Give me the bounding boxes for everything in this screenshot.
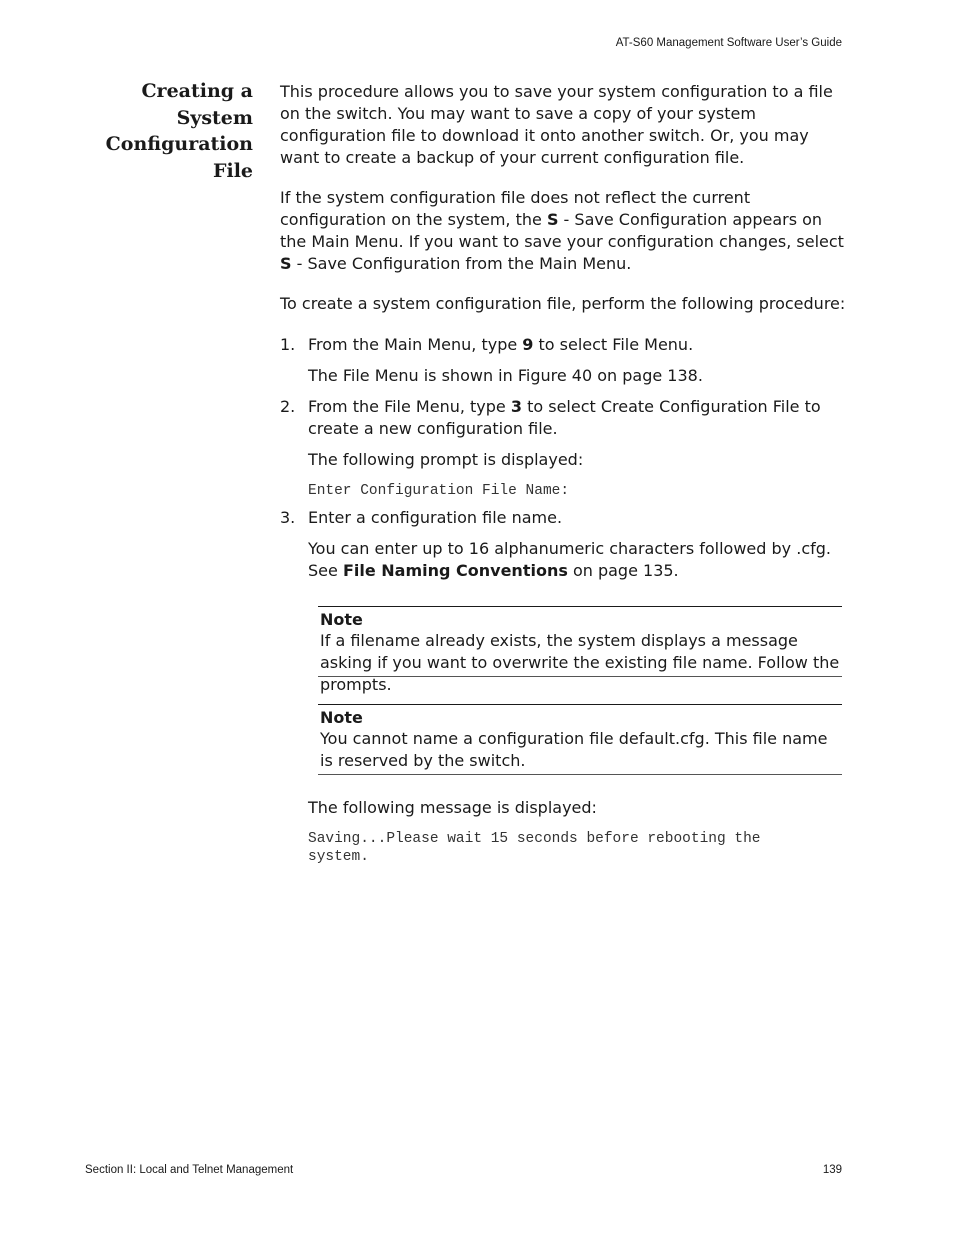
step-key: 3 (510, 397, 522, 416)
p2-text-d: - Save Configuration from the Main Menu. (291, 254, 632, 273)
note-body: You cannot name a configuration file default.cfg. This file name is reserved by the switch. (320, 729, 828, 770)
step-key: 9 (522, 335, 534, 354)
section-title (60, 78, 253, 184)
note-label: Note (320, 708, 363, 727)
step-text-pre: From the File Menu, type (308, 397, 511, 416)
step-instruction: Enter a configuration file name. (308, 508, 563, 527)
section-title-line: System (176, 106, 253, 129)
detail-text-post: on page 135. (567, 561, 679, 580)
step-result: The following prompt is displayed: (308, 450, 584, 469)
running-header: AT-S60 Management Software User’s Guide (615, 37, 842, 49)
footer-section: Section II: Local and Telnet Management (85, 1164, 294, 1176)
intro-paragraph-save-config (280, 187, 846, 275)
p2-text-a: If the system configuration file does not reflect the current configuration on the system, the (280, 188, 751, 229)
step-instruction (308, 396, 846, 440)
step-text-pre: From the Main Menu, type (308, 335, 523, 354)
closing-text: The following message is displayed: (308, 798, 597, 817)
step-text-post: to select File Menu. (533, 335, 694, 354)
step-text-post: to select Create Configuration File to create a new configuration file. (308, 397, 821, 438)
prompt-code: Enter Configuration File Name: (308, 483, 570, 499)
message-code: Saving...Please wait 15 seconds before rebooting the system. (308, 831, 770, 865)
detail-text-pre: You can enter up to 16 alphanumeric characters followed by .cfg. See (308, 539, 831, 580)
p2-key-s-2: S (280, 254, 292, 273)
note-body: If a filename already exists, the system displays a message asking if you want to overwrite the existing file name. Follow the prompts. (320, 631, 840, 694)
note-box (318, 704, 842, 775)
p2-key-s: S (546, 210, 559, 229)
step-instruction (308, 334, 846, 356)
step-number: 2. (280, 397, 296, 416)
step-number: 3. (280, 508, 296, 527)
p2-text-c: - Save Configuration appears on the Main Menu. If you want to save your configuration changes, select (280, 210, 844, 251)
section-title-line: Configuration (105, 133, 253, 155)
step-detail (308, 538, 848, 582)
page-number: 139 (822, 1164, 842, 1176)
step-result: The File Menu is shown in Figure 40 on page 138. (308, 366, 703, 385)
step-number: 1. (280, 335, 296, 354)
note-box (318, 606, 842, 694)
intro-paragraph: This procedure allows you to save your system configuration to a file on the switch. You may want to save a copy of your system configuration file to download it onto another switch. Or, you may want to create a backup of your current configuration file. (280, 82, 833, 167)
procedure-intro: To create a system configuration file, perform the following procedure: (280, 294, 846, 313)
cross-reference: File Naming Conventions (342, 561, 568, 580)
section-title-line: Creating a (141, 80, 253, 102)
section-title-line: File (212, 159, 253, 182)
note-label: Note (320, 610, 363, 629)
